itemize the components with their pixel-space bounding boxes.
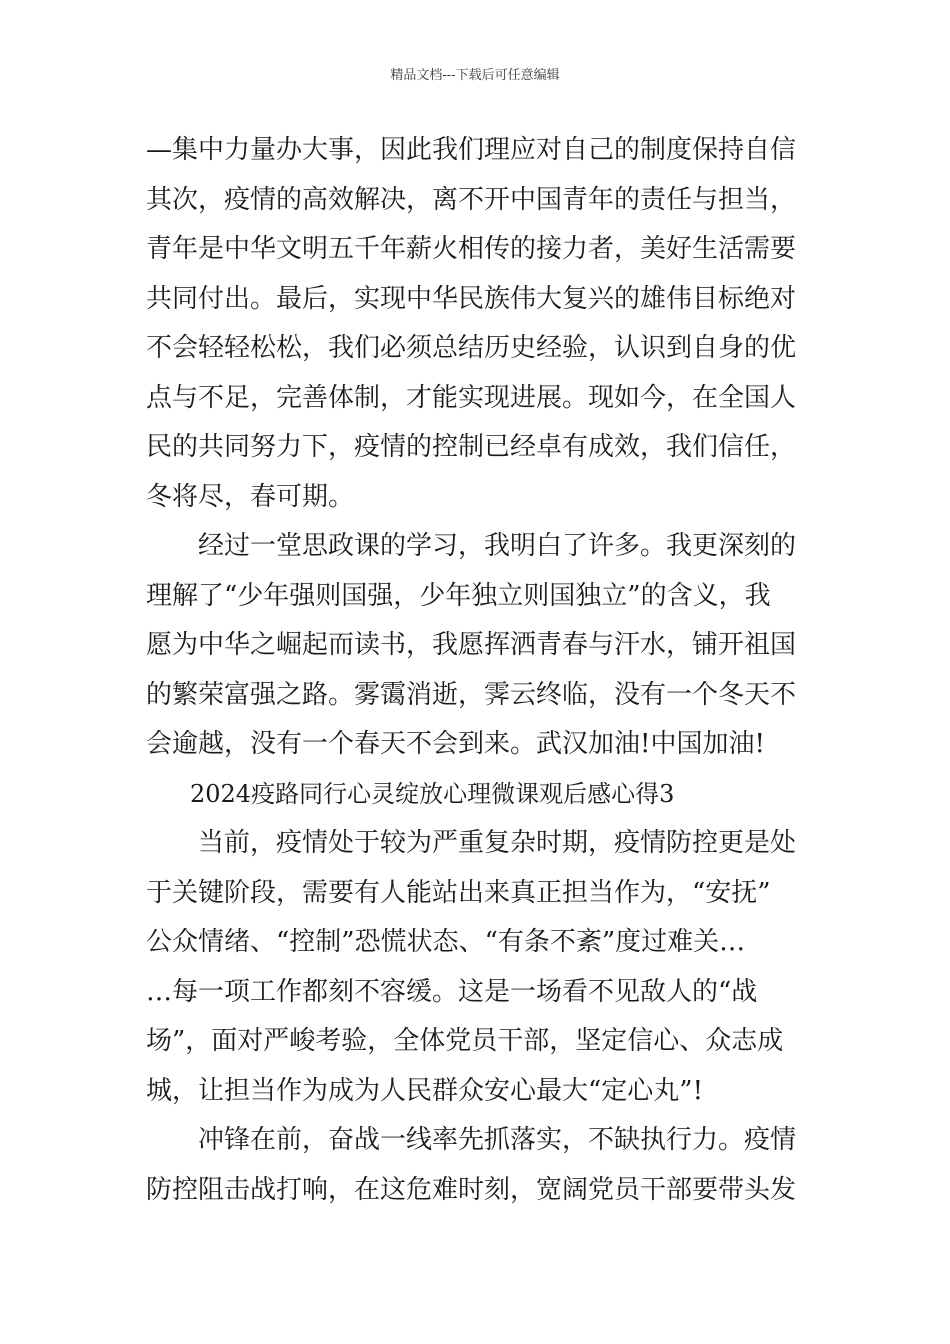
text-line: 公众情绪、“控制”恐慌状态、“有条不紊”度过难关… <box>146 927 746 957</box>
text-line: 防控阻击战打响，在这危难时刻，宽阔党员干部要带头发 <box>146 1174 797 1205</box>
paragraph-start-line: 当前，疫情处于较为严重复杂时期，疫情防控更是处 <box>198 828 797 858</box>
text-line: 理解了“少年强则国强，少年独立则国独立”的含义，我 <box>146 580 771 611</box>
text-line: 的繁荣富强之路。雾霭消逝，霁云终临，没有一个冬天不 <box>146 679 797 710</box>
text-line: 不会轻轻松松，我们必须总结历史经验，认识到自身的优 <box>146 333 797 363</box>
page-header: 精品文档---下载后可任意编辑 <box>390 68 560 83</box>
text-line: 冬将尽，春可期。 <box>146 481 355 512</box>
text-line: 会逾越，没有一个春天不会到来。武汉加油!中国加油! <box>146 729 765 759</box>
text-line: —集中力量办大事，因此我们理应对自己的制度保持自信 <box>146 135 797 165</box>
section-heading: 2024疫路同行心灵绽放心理微课观后感心得3 <box>190 779 675 808</box>
text-line: 青年是中华文明五千年薪火相传的接力者，美好生活需要 <box>146 234 797 264</box>
text-line: 其次，疫情的高效解决，离不开中国青年的责任与担当， <box>146 184 797 215</box>
text-line: 民的共同努力下，疫情的控制已经卓有成效，我们信任， <box>146 432 797 462</box>
text-line: 共同付出。最后，实现中华民族伟大复兴的雄伟目标绝对 <box>146 283 797 314</box>
paragraph-start-line: 冲锋在前，奋战一线率先抓落实，不缺执行力。疫情 <box>198 1125 797 1155</box>
paragraph-start-line: 经过一堂思政课的学习，我明白了许多。我更深刻的 <box>198 531 797 561</box>
text-line: 场”，面对严峻考验，全体党员干部，坚定信心、众志成 <box>146 1026 784 1056</box>
text-line: 点与不足，完善体制，才能实现进展。现如今，在全国人 <box>146 382 797 413</box>
text-line: 城，让担当作为成为人民群众安心最大“定心丸”! <box>146 1075 704 1106</box>
document-body <box>146 126 808 1215</box>
text-line: …每一项工作都刻不容缓。这是一场看不见敌人的“战 <box>146 976 758 1007</box>
text-line: 于关键阶段，需要有人能站出来真正担当作为，“安抚” <box>146 877 771 908</box>
text-line: 愿为中华之崛起而读书，我愿挥洒青春与汗水，铺开祖国 <box>146 630 797 660</box>
